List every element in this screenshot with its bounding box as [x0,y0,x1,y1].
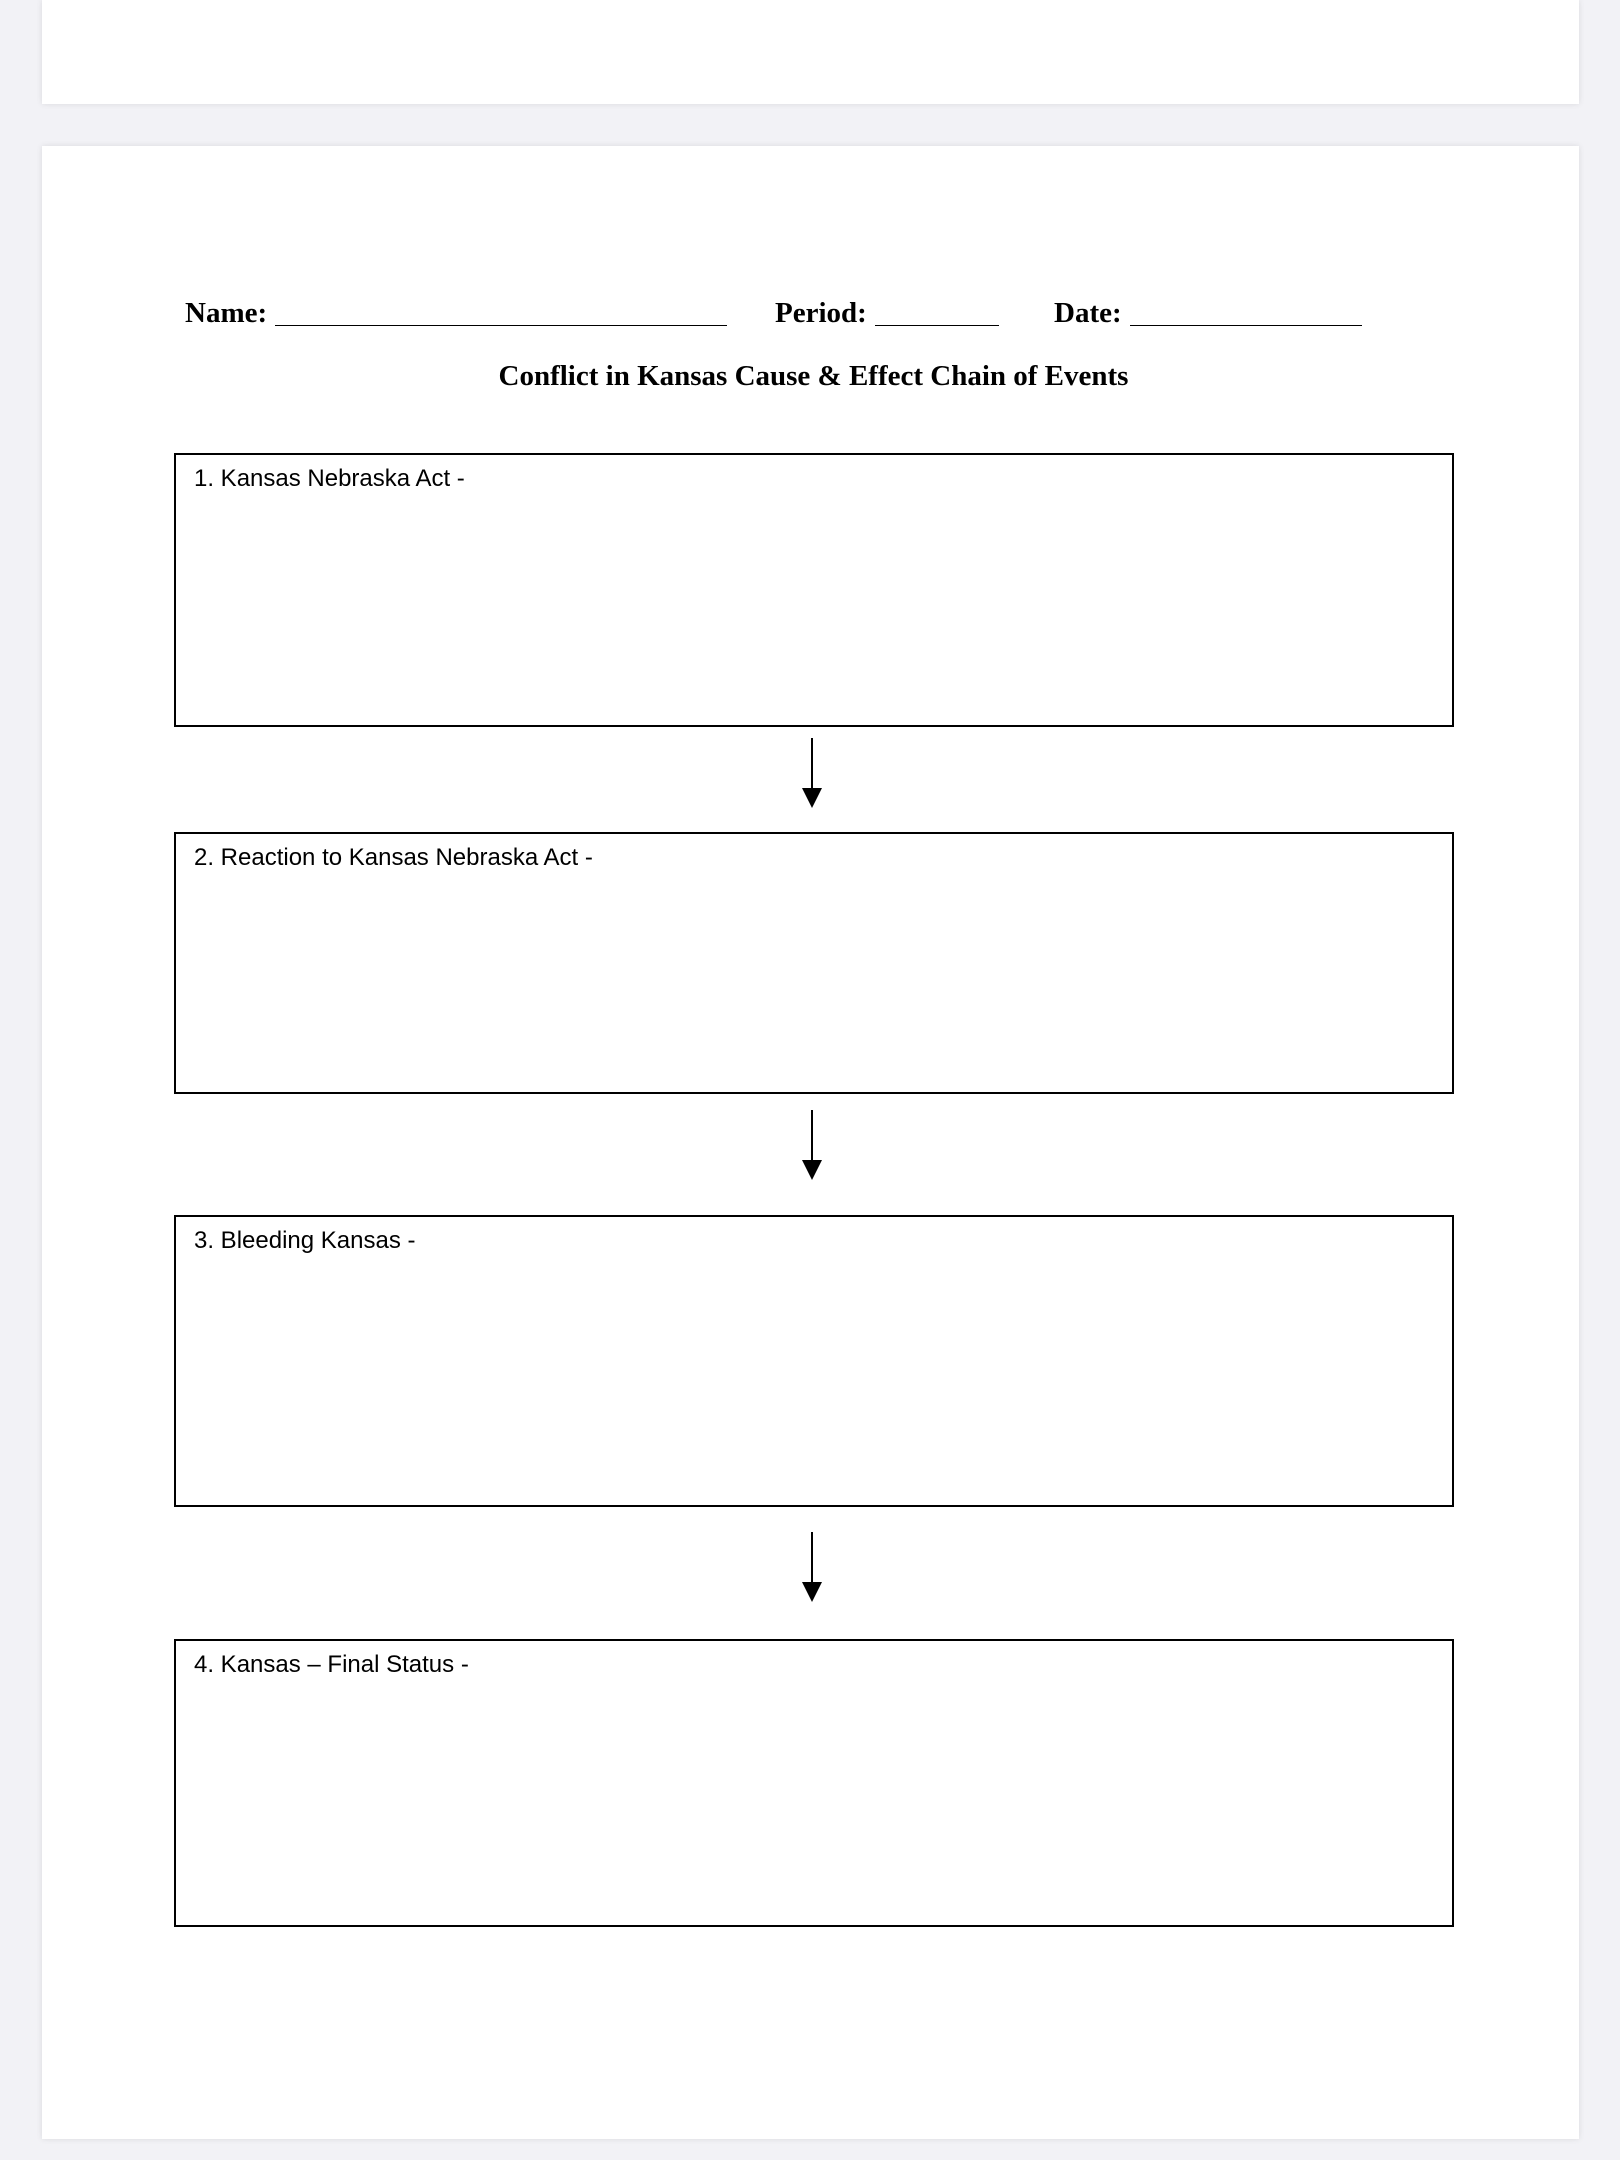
event-label-3: 3. Bleeding Kansas - [194,1227,416,1254]
event-box-3 [174,1215,1454,1507]
event-label-2: 2. Reaction to Kansas Nebraska Act - [194,844,593,871]
arrow-down-icon [798,1532,826,1604]
period-label: Period: [775,297,867,329]
name-field [185,296,727,330]
worksheet-title: Conflict in Kansas Cause & Effect Chain of Events [498,360,1129,392]
event-box-4 [174,1639,1454,1927]
arrow-down-icon [798,1110,826,1182]
arrow-down-icon [798,738,826,810]
date-label: Date: [1054,297,1122,329]
date-field [1054,296,1362,330]
student-info-row [42,296,1579,336]
event-box-2 [174,832,1454,1094]
worksheet-page [42,146,1579,2139]
date-blank-line [1130,297,1362,326]
event-label-1: 1. Kansas Nebraska Act - [194,465,465,492]
event-label-4: 4. Kansas – Final Status - [194,1651,469,1678]
event-box-1 [174,453,1454,727]
period-blank-line [875,297,999,326]
previous-page [42,0,1579,104]
name-label: Name: [185,297,268,329]
period-field [775,296,999,330]
name-blank-line [275,297,727,326]
